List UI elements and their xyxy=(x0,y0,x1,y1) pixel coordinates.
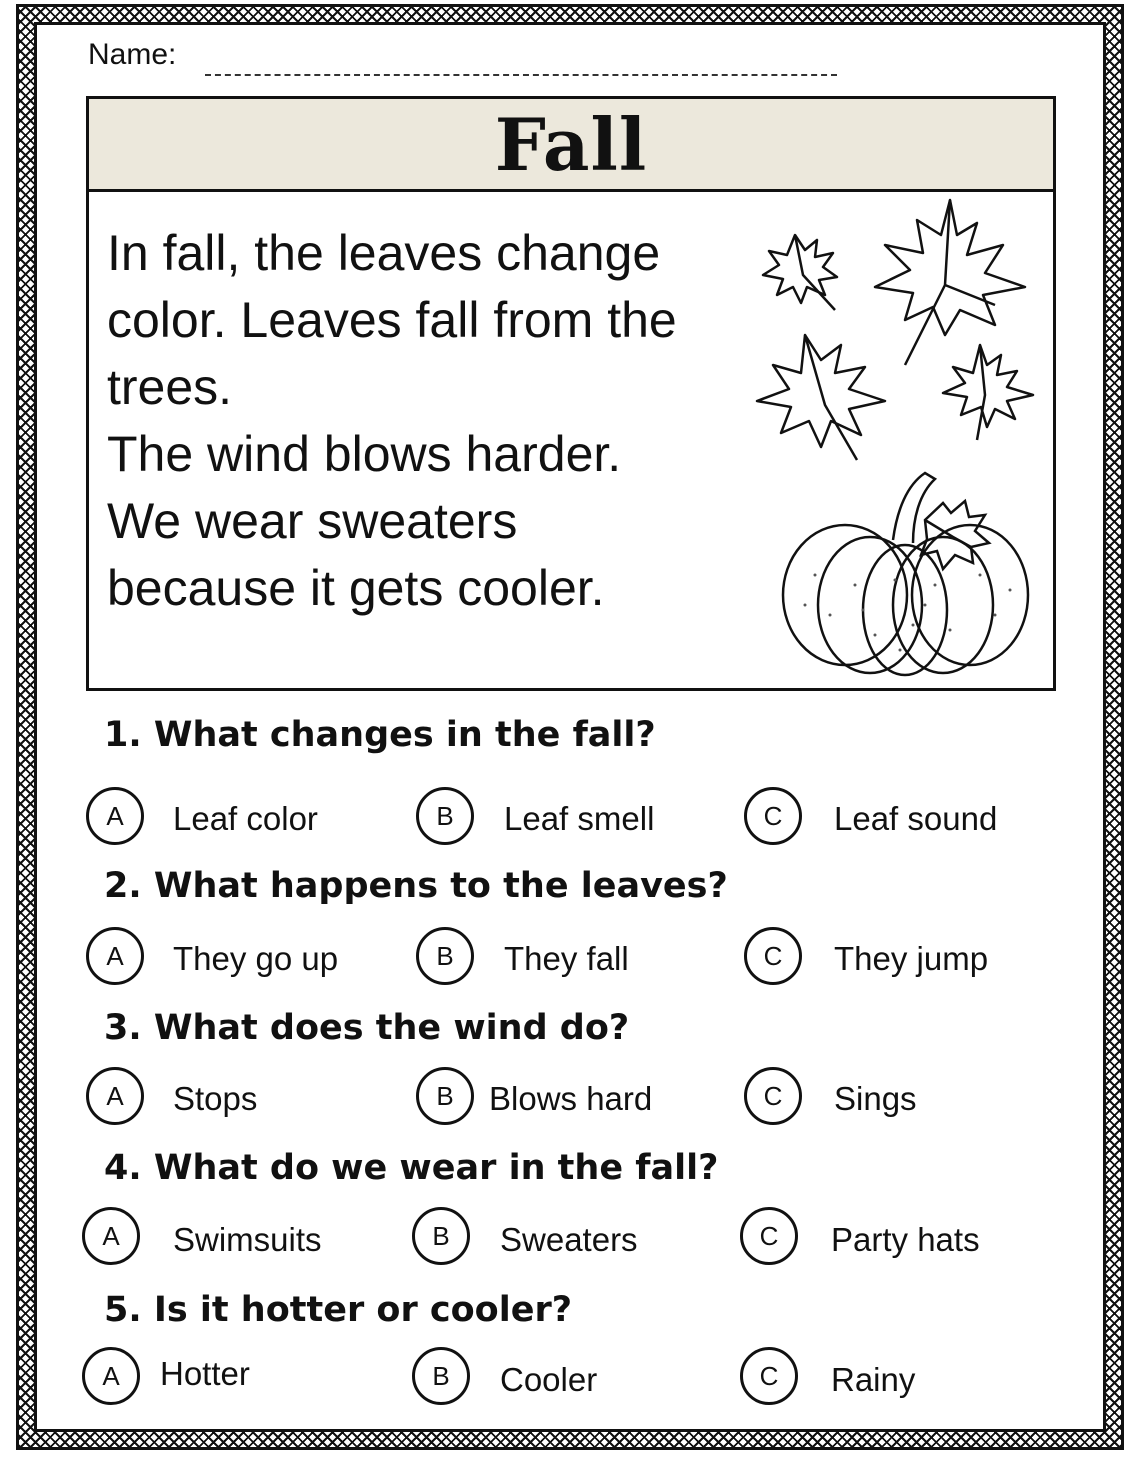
q4-option-a-bubble[interactable]: A xyxy=(82,1207,140,1265)
maple-leaves-icon xyxy=(745,195,1045,465)
story-text xyxy=(107,220,767,622)
q3-option-b-bubble[interactable]: B xyxy=(416,1067,474,1125)
q1-option-c-label: Leaf sound xyxy=(834,800,998,837)
question-1: 1. What changes in the fall? xyxy=(104,715,656,755)
pumpkin-icon xyxy=(775,465,1035,680)
q4-option-b-label: Sweaters xyxy=(500,1221,638,1258)
q2-option-b-label: They fall xyxy=(504,940,629,977)
question-5: 5. Is it hotter or cooler? xyxy=(104,1290,573,1330)
q3-option-b-label: Blows hard xyxy=(489,1080,653,1117)
q3-option-c-label: Sings xyxy=(834,1080,917,1117)
q2-option-a-bubble[interactable]: A xyxy=(86,927,144,985)
q2-option-a-label: They go up xyxy=(173,940,339,977)
q5-option-c-bubble[interactable]: C xyxy=(740,1347,798,1405)
q4-option-a-label: Swimsuits xyxy=(173,1221,322,1258)
page-title: Fall xyxy=(494,102,648,187)
q1-option-a-bubble[interactable]: A xyxy=(86,787,144,845)
story-line: In fall, the leaves change xyxy=(107,225,661,281)
q3-option-a-label: Stops xyxy=(173,1080,258,1117)
name-write-line[interactable] xyxy=(205,74,837,76)
story-line: trees. xyxy=(107,359,233,415)
story-line: color. Leaves fall from the xyxy=(107,292,677,348)
q5-option-b-bubble[interactable]: B xyxy=(412,1347,470,1405)
q4-option-c-label: Party hats xyxy=(831,1221,980,1258)
q3-option-c-bubble[interactable]: C xyxy=(744,1067,802,1125)
story-line: The wind blows harder. xyxy=(107,426,622,482)
title-banner xyxy=(86,96,1056,191)
story-line: because it gets cooler. xyxy=(107,560,605,616)
q1-option-c-bubble[interactable]: C xyxy=(744,787,802,845)
q2-option-b-bubble[interactable]: B xyxy=(416,927,474,985)
q4-option-b-bubble[interactable]: B xyxy=(412,1207,470,1265)
q3-option-a-bubble[interactable]: A xyxy=(86,1067,144,1125)
question-3: 3. What does the wind do? xyxy=(104,1008,630,1048)
q1-option-b-bubble[interactable]: B xyxy=(416,787,474,845)
story-line: We wear sweaters xyxy=(107,493,518,549)
q4-option-c-bubble[interactable]: C xyxy=(740,1207,798,1265)
name-label: Name: xyxy=(88,38,177,71)
q5-option-c-label: Rainy xyxy=(831,1361,916,1398)
q1-option-a-label: Leaf color xyxy=(173,800,318,837)
q5-option-b-label: Cooler xyxy=(500,1361,598,1398)
question-2: 2. What happens to the leaves? xyxy=(104,866,728,906)
q2-option-c-bubble[interactable]: C xyxy=(744,927,802,985)
q5-option-a-bubble[interactable]: A xyxy=(82,1347,140,1405)
q5-option-a-label: Hotter xyxy=(160,1355,250,1392)
question-4: 4. What do we wear in the fall? xyxy=(104,1148,719,1188)
q1-option-b-label: Leaf smell xyxy=(504,800,655,837)
q2-option-c-label: They jump xyxy=(834,940,989,977)
